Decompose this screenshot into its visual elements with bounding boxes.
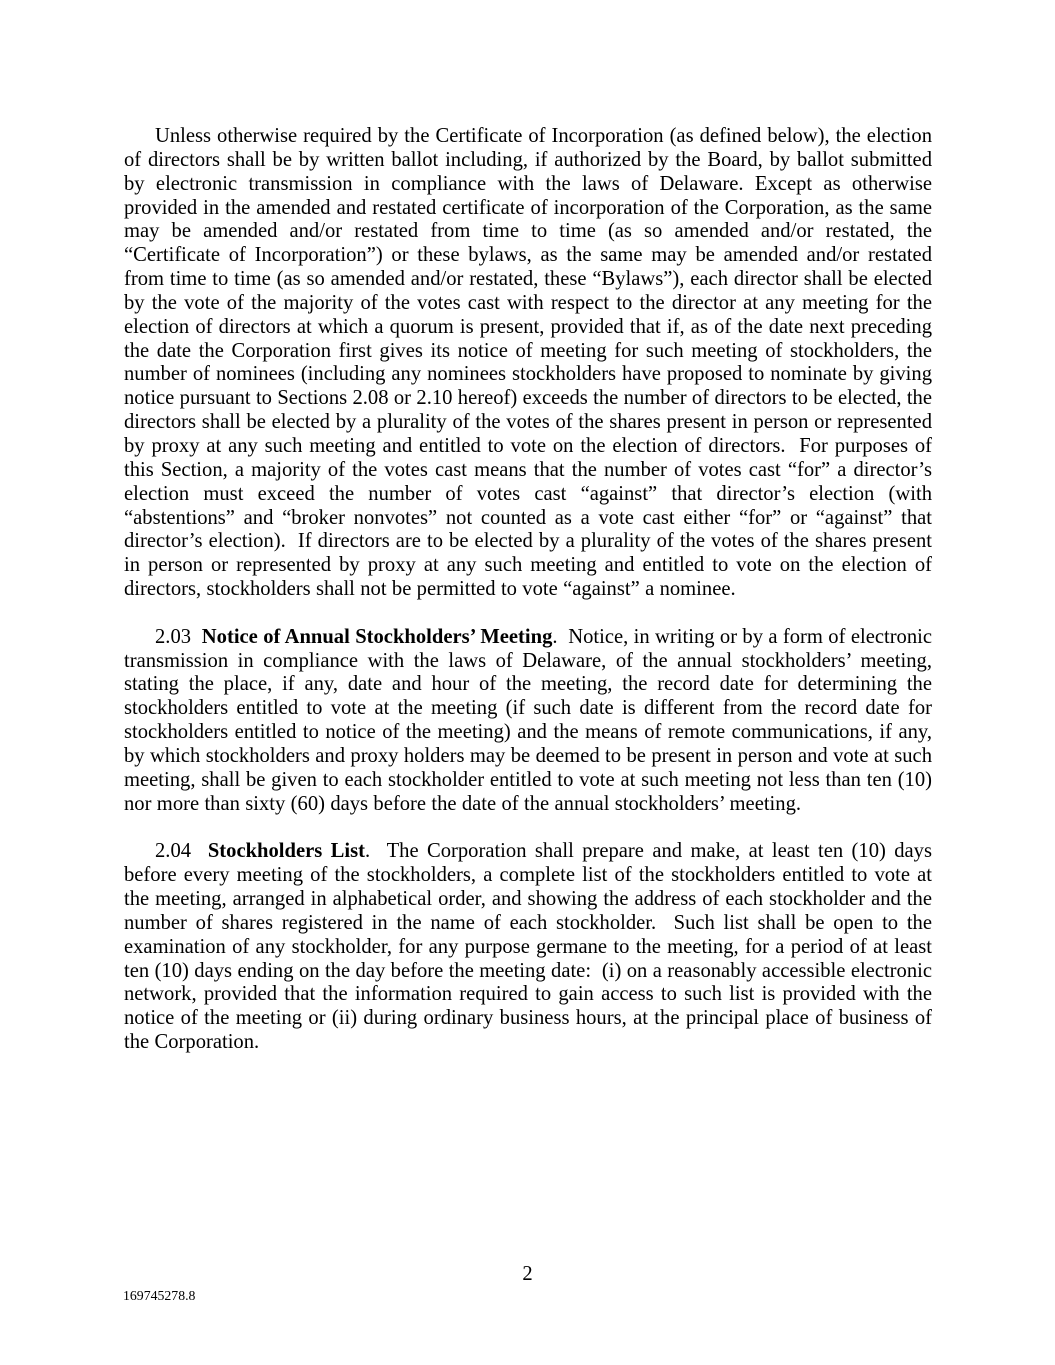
page-number: 2 <box>522 1263 533 1285</box>
section-2-03-heading: Notice of Annual Stockholders’ Meeting <box>201 625 553 648</box>
section-2-03-text: . Notice, in writing or by a form of electronic transmission in compliance with the laws of Delaware, of the annual stockholders’ meeting, stating the place, if any, date and hour of the meeting, the record date for determining the stockholders entitled to vote at the meeting (if such date is different from the record date for stockholders entitled to notice of the meeting) and the means of remote communications, if any, by which stockholders and proxy holders may be deemed to be present in person and vote at such meeting, shall be given to each stockholder entitled to vote at such meeting not less than ten (10) nor more than sixty (60) days before the date of the annual stockholders’ meeting. <box>124 625 938 815</box>
document-body <box>124 125 938 1079</box>
section-2-03-gap <box>191 626 202 648</box>
section-2-04-text: . The Corporation shall prepare and make, at least ten (10) days before every meeting of the stockholders, a complete list of the stockholders entitled to vote at the meeting, arranged in alphabetical order, and showing the address of each stockholder and the number of shares registered in the name of each stockholder. Such list shall be open to the examination of any stockholder, for any purpose germane to the meeting, for a period of at least ten (10) days ending on the day before the meeting date: (i) on a reasonably accessible electronic network, provided that the information required to gain access to such list is provided with the notice of the meeting or (ii) during ordinary business hours, at the principal place of business of the Corporation. <box>124 840 938 1054</box>
section-2-04 <box>124 840 938 1055</box>
paragraph-election-of-directors: Unless otherwise required by the Certificate of Incorporation (as defined below), the election of directors shall be by written ballot including, if authorized by the Board, by ballot submitted by electronic transmission in compliance with the laws of Delaware. Except as otherwise provided in the amended and restated certificate of incorporation of the Corporation, as the same may be amended and/or restated from time to time (as so amended and/or restated, the “Certificate of Incorporation”) or these bylaws, as the same may be amended and/or restated from time to time (as so amended and/or restated, these “Bylaws”), each director shall be elected by the vote of the majority of the votes cast with respect to the director at any meeting for the election of directors at which a quorum is present, provided that if, as of the date next preceding the date the Corporation first gives its notice of meeting for such meeting of stockholders, the number of nominees (including any nominees stockholders have proposed to nominate by giving notice pursuant to Sections 2.08 or 2.10 hereof) exceeds the number of directors to be elected, the directors shall be elected by a plurality of the votes of the shares present in person or represented by proxy at any such meeting and entitled to vote on the election of directors. For purposes of this Section, a majority of the votes cast means that the number of votes cast “for” a director’s election must exceed the number of votes cast “against” that director’s election (with “abstentions” and “broker nonvotes” not counted as a vote cast either “for” or “against” that director’s election). If directors are to be elected by a plurality of the votes of the shares present in person or represented by proxy at any such meeting and entitled to vote on the election of directors, stockholders shall not be permitted to vote “against” a nominee. <box>124 125 938 601</box>
section-2-04-heading: Stockholders List <box>207 840 365 863</box>
document-id-footer: 169745278.8 <box>123 1288 196 1303</box>
section-2-04-number: 2.04 <box>155 840 192 863</box>
section-2-04-gap <box>191 840 208 862</box>
section-2-03 <box>124 625 938 817</box>
section-2-03-number: 2.03 <box>155 625 192 648</box>
